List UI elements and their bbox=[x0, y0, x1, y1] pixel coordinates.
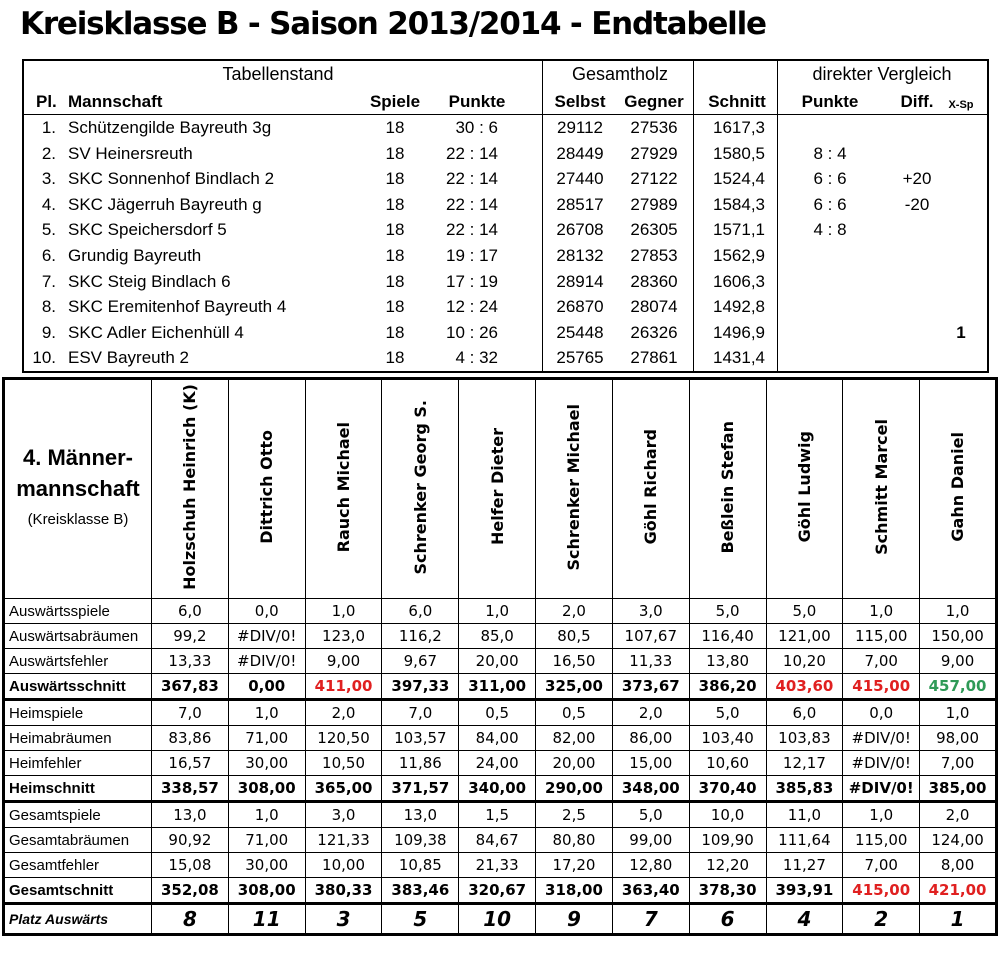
stat-cell: 13,0 bbox=[152, 802, 229, 828]
stat-cell: 6,0 bbox=[766, 700, 843, 726]
stat-cell: 121,00 bbox=[766, 624, 843, 649]
cell-schnitt: 1492,8 bbox=[713, 297, 765, 317]
stat-cell: 1,0 bbox=[459, 599, 536, 624]
row-label: Auswärtsfehler bbox=[4, 649, 152, 674]
stat-cell: 383,46 bbox=[382, 878, 459, 904]
col-spiele: Spiele bbox=[369, 92, 421, 111]
team-subtitle: (Kreisklasse B) bbox=[27, 511, 129, 528]
cell-team: ESV Bayreuth 2 bbox=[68, 348, 189, 368]
stat-cell: 3,0 bbox=[612, 599, 689, 624]
cell-dv-punkte: 8 : 4 bbox=[813, 143, 847, 163]
cell-gegner: 27536 bbox=[630, 118, 678, 137]
cell-pl: 10. bbox=[32, 348, 56, 368]
player-name: Gahn Daniel bbox=[948, 432, 968, 542]
stat-cell: 0,00 bbox=[228, 674, 305, 700]
cell-gegner: 26305 bbox=[630, 220, 678, 240]
row-label: Auswärtsabräumen bbox=[4, 624, 152, 649]
cell-gegner: 27861 bbox=[630, 348, 678, 368]
stat-cell: 13,33 bbox=[152, 649, 229, 674]
cell-team: Schützengilde Bayreuth 3g bbox=[68, 118, 272, 137]
stat-cell: 1,0 bbox=[920, 700, 997, 726]
cell-selbst: 28449 bbox=[556, 143, 604, 163]
cell-gegner: 27122 bbox=[630, 169, 678, 189]
player-name: Dittrich Otto bbox=[257, 430, 277, 544]
stat-cell: 2,0 bbox=[305, 700, 382, 726]
stat-cell: 9,00 bbox=[920, 649, 997, 674]
cell-spiele: 18 bbox=[385, 169, 405, 189]
stat-cell: 20,00 bbox=[536, 751, 613, 776]
cell-spiele: 18 bbox=[385, 118, 405, 137]
stat-cell: 10,50 bbox=[305, 751, 382, 776]
standings-table bbox=[22, 59, 989, 373]
player-name: Beßlein Stefan bbox=[718, 420, 738, 554]
stat-cell: 10,20 bbox=[766, 649, 843, 674]
cell-gegner: 27989 bbox=[630, 194, 678, 214]
place-cell: 3 bbox=[305, 904, 382, 935]
player-header bbox=[382, 379, 459, 599]
cell-punkte: 22 : 14 bbox=[446, 220, 498, 240]
row-label: Heimschnitt bbox=[4, 776, 152, 802]
stat-cell: 457,00 bbox=[920, 674, 997, 700]
stat-cell: 82,00 bbox=[536, 726, 613, 751]
player-name: Rauch Michael bbox=[334, 421, 354, 553]
stat-cell: 11,33 bbox=[612, 649, 689, 674]
table-row bbox=[4, 599, 997, 624]
stat-cell: 24,00 bbox=[459, 751, 536, 776]
stat-cell: 71,00 bbox=[228, 726, 305, 751]
stat-cell: 9,67 bbox=[382, 649, 459, 674]
stat-cell: 1,0 bbox=[843, 599, 920, 624]
stat-cell: 367,83 bbox=[152, 674, 229, 700]
stat-cell: 318,00 bbox=[536, 878, 613, 904]
stat-cell: 84,67 bbox=[459, 828, 536, 853]
player-header-row bbox=[4, 379, 997, 599]
stat-cell: 109,38 bbox=[382, 828, 459, 853]
player-header bbox=[612, 379, 689, 599]
cell-schnitt: 1606,3 bbox=[713, 271, 765, 291]
cell-team: SKC Steig Bindlach 6 bbox=[68, 271, 231, 291]
stat-cell: 12,17 bbox=[766, 751, 843, 776]
stat-cell: 0,0 bbox=[843, 700, 920, 726]
table-row bbox=[4, 751, 997, 776]
stat-cell: 13,0 bbox=[382, 802, 459, 828]
cell-punkte: 22 : 14 bbox=[446, 194, 498, 214]
player-header bbox=[228, 379, 305, 599]
stat-cell: 121,33 bbox=[305, 828, 382, 853]
place-cell: 5 bbox=[382, 904, 459, 935]
stat-cell: 8,00 bbox=[920, 853, 997, 878]
stat-cell: 83,86 bbox=[152, 726, 229, 751]
cell-team: SKC Adler Eichenhüll 4 bbox=[68, 322, 244, 342]
stat-cell: 7,00 bbox=[843, 649, 920, 674]
cell-selbst: 25765 bbox=[556, 348, 604, 368]
stat-cell: 338,57 bbox=[152, 776, 229, 802]
stat-cell: #DIV/0! bbox=[843, 776, 920, 802]
stat-cell: 1,0 bbox=[920, 599, 997, 624]
table-row bbox=[4, 828, 997, 853]
player-stats-table bbox=[2, 377, 998, 936]
place-cell: 10 bbox=[459, 904, 536, 935]
stat-cell: 415,00 bbox=[843, 878, 920, 904]
place-cell: 7 bbox=[612, 904, 689, 935]
cell-pl: 1. bbox=[41, 118, 56, 137]
cell-spiele: 18 bbox=[385, 322, 405, 342]
stat-cell: 11,0 bbox=[766, 802, 843, 828]
stat-cell: 16,57 bbox=[152, 751, 229, 776]
stat-cell: 308,00 bbox=[228, 776, 305, 802]
place-cell: 11 bbox=[228, 904, 305, 935]
team-title-cell bbox=[4, 379, 152, 599]
stat-cell: 363,40 bbox=[612, 878, 689, 904]
stat-cell: 6,0 bbox=[152, 599, 229, 624]
divider bbox=[542, 61, 543, 371]
stat-cell: 6,0 bbox=[382, 599, 459, 624]
cell-spiele: 18 bbox=[385, 297, 405, 317]
cell-pl: 5. bbox=[41, 220, 56, 240]
row-label: Auswärtsschnitt bbox=[4, 674, 152, 700]
stat-cell: 84,00 bbox=[459, 726, 536, 751]
group-tabellenstand: Tabellenstand bbox=[222, 64, 334, 84]
stat-cell: 11,27 bbox=[766, 853, 843, 878]
cell-dv-punkte: 6 : 6 bbox=[813, 169, 847, 189]
place-cell: 2 bbox=[843, 904, 920, 935]
cell-dv-punkte: 6 : 6 bbox=[813, 194, 847, 214]
table-row bbox=[4, 853, 997, 878]
stat-cell: 80,80 bbox=[536, 828, 613, 853]
stat-cell: 290,00 bbox=[536, 776, 613, 802]
cell-spiele: 18 bbox=[385, 348, 405, 368]
player-name: Schmitt Marcel bbox=[871, 419, 891, 555]
cell-selbst: 28517 bbox=[556, 194, 604, 214]
player-header bbox=[305, 379, 382, 599]
cell-spiele: 18 bbox=[385, 271, 405, 291]
stat-cell: 7,0 bbox=[382, 700, 459, 726]
col-schnitt: Schnitt bbox=[708, 92, 766, 111]
stat-cell: 385,00 bbox=[920, 776, 997, 802]
cell-punkte: 19 : 17 bbox=[446, 246, 498, 265]
stat-cell: 7,00 bbox=[843, 853, 920, 878]
place-cell: 6 bbox=[689, 904, 766, 935]
col-mannschaft: Mannschaft bbox=[68, 92, 163, 111]
cell-schnitt: 1584,3 bbox=[713, 194, 765, 214]
stat-cell: 99,00 bbox=[612, 828, 689, 853]
cell-punkte: 12 : 24 bbox=[446, 297, 498, 317]
stat-cell: 115,00 bbox=[843, 624, 920, 649]
group-direkter-vergleich: direkter Vergleich bbox=[812, 64, 952, 84]
stat-cell: 10,00 bbox=[305, 853, 382, 878]
stat-cell: 2,0 bbox=[920, 802, 997, 828]
cell-punkte: 10 : 26 bbox=[446, 322, 498, 342]
stat-cell: #DIV/0! bbox=[228, 624, 305, 649]
stat-cell: 17,20 bbox=[536, 853, 613, 878]
stat-cell: 90,92 bbox=[152, 828, 229, 853]
player-header bbox=[536, 379, 613, 599]
cell-gegner: 28360 bbox=[630, 271, 678, 291]
stat-cell: 85,0 bbox=[459, 624, 536, 649]
cell-schnitt: 1496,9 bbox=[713, 322, 765, 342]
col-xsp: X-Sp bbox=[948, 99, 974, 111]
stat-cell: 415,00 bbox=[843, 674, 920, 700]
table-row bbox=[4, 649, 997, 674]
cell-spiele: 18 bbox=[385, 246, 405, 265]
cell-punkte: 22 : 14 bbox=[446, 169, 498, 189]
cell-selbst: 26708 bbox=[556, 220, 604, 240]
player-header bbox=[689, 379, 766, 599]
stat-cell: 20,00 bbox=[459, 649, 536, 674]
stat-cell: 385,83 bbox=[766, 776, 843, 802]
place-cell: 8 bbox=[152, 904, 229, 935]
place-row bbox=[4, 904, 997, 935]
stat-cell: 421,00 bbox=[920, 878, 997, 904]
stat-cell: 107,67 bbox=[612, 624, 689, 649]
stat-cell: 325,00 bbox=[536, 674, 613, 700]
stat-cell: 3,0 bbox=[305, 802, 382, 828]
cell-selbst: 28914 bbox=[556, 271, 604, 291]
cell-spiele: 18 bbox=[385, 143, 405, 163]
stat-cell: 5,0 bbox=[612, 802, 689, 828]
player-name: Göhl Richard bbox=[641, 429, 661, 545]
stat-cell: 10,0 bbox=[689, 802, 766, 828]
stat-cell: 320,67 bbox=[459, 878, 536, 904]
stat-cell: 311,00 bbox=[459, 674, 536, 700]
col-selbst: Selbst bbox=[554, 92, 606, 111]
stat-cell: #DIV/0! bbox=[843, 726, 920, 751]
stat-cell: 109,90 bbox=[689, 828, 766, 853]
stat-cell: 1,0 bbox=[843, 802, 920, 828]
stat-cell: 5,0 bbox=[766, 599, 843, 624]
stat-cell: 103,83 bbox=[766, 726, 843, 751]
stat-cell: 378,30 bbox=[689, 878, 766, 904]
stat-cell: 2,0 bbox=[536, 599, 613, 624]
table-row bbox=[4, 776, 997, 802]
cell-punkte: 17 : 19 bbox=[446, 271, 498, 291]
stat-cell: 1,5 bbox=[459, 802, 536, 828]
row-label: Gesamtspiele bbox=[4, 802, 152, 828]
stat-cell: 1,0 bbox=[228, 802, 305, 828]
player-name: Helfer Dieter bbox=[487, 428, 507, 546]
divider bbox=[693, 61, 694, 371]
stat-cell: 352,08 bbox=[152, 878, 229, 904]
stat-cell: 370,40 bbox=[689, 776, 766, 802]
stat-cell: 7,00 bbox=[920, 751, 997, 776]
stat-cell: 123,0 bbox=[305, 624, 382, 649]
stat-cell: 71,00 bbox=[228, 828, 305, 853]
player-header bbox=[920, 379, 997, 599]
stat-cell: 340,00 bbox=[459, 776, 536, 802]
cell-team: SV Heinersreuth bbox=[68, 143, 193, 163]
col-dv-punkte: Punkte bbox=[801, 92, 859, 111]
cell-selbst: 27440 bbox=[556, 169, 604, 189]
stat-cell: #DIV/0! bbox=[843, 751, 920, 776]
stat-cell: 0,5 bbox=[459, 700, 536, 726]
cell-spiele: 18 bbox=[385, 220, 405, 240]
cell-dv-punkte: 4 : 8 bbox=[813, 220, 847, 240]
cell-team: Grundig Bayreuth bbox=[68, 246, 202, 265]
row-label: Gesamtfehler bbox=[4, 853, 152, 878]
stat-cell: 365,00 bbox=[305, 776, 382, 802]
row-label: Auswärtsspiele bbox=[4, 599, 152, 624]
cell-team: SKC Speichersdorf 5 bbox=[68, 220, 227, 240]
table-row bbox=[4, 700, 997, 726]
stat-cell: 16,50 bbox=[536, 649, 613, 674]
cell-punkte: 4 : 32 bbox=[455, 348, 498, 368]
stat-cell: 98,00 bbox=[920, 726, 997, 751]
cell-xsp: 1 bbox=[956, 322, 966, 342]
cell-pl: 8. bbox=[41, 297, 56, 317]
table-row bbox=[4, 878, 997, 904]
cell-punkte: 30 : 6 bbox=[455, 118, 498, 137]
cell-schnitt: 1571,1 bbox=[713, 220, 765, 240]
cell-pl: 2. bbox=[41, 143, 56, 163]
col-pl: Pl. bbox=[36, 92, 57, 111]
stat-cell: 86,00 bbox=[612, 726, 689, 751]
stat-cell: 11,86 bbox=[382, 751, 459, 776]
player-header bbox=[843, 379, 920, 599]
stat-cell: 5,0 bbox=[689, 599, 766, 624]
stat-cell: 116,40 bbox=[689, 624, 766, 649]
cell-gegner: 27929 bbox=[630, 143, 678, 163]
cell-diff: -20 bbox=[904, 194, 930, 214]
cell-selbst: 28132 bbox=[556, 246, 604, 265]
cell-gegner: 28074 bbox=[630, 297, 678, 317]
cell-pl: 7. bbox=[41, 271, 56, 291]
place-cell: 9 bbox=[536, 904, 613, 935]
stat-cell: 348,00 bbox=[612, 776, 689, 802]
stat-cell: 13,80 bbox=[689, 649, 766, 674]
stat-cell: 411,00 bbox=[305, 674, 382, 700]
stat-cell: 115,00 bbox=[843, 828, 920, 853]
cell-team: SKC Sonnenhof Bindlach 2 bbox=[68, 169, 275, 189]
divider bbox=[24, 114, 987, 115]
col-gegner: Gegner bbox=[624, 92, 684, 111]
cell-schnitt: 1562,9 bbox=[713, 246, 765, 265]
stat-cell: 15,08 bbox=[152, 853, 229, 878]
stat-cell: 380,33 bbox=[305, 878, 382, 904]
cell-punkte: 22 : 14 bbox=[446, 143, 498, 163]
table-row bbox=[4, 726, 997, 751]
stat-cell: 124,00 bbox=[920, 828, 997, 853]
row-label: Gesamtschnitt bbox=[4, 878, 152, 904]
stat-cell: 150,00 bbox=[920, 624, 997, 649]
col-punkte: Punkte bbox=[448, 92, 506, 111]
stat-cell: 5,0 bbox=[689, 700, 766, 726]
stat-cell: 373,67 bbox=[612, 674, 689, 700]
stat-cell: 99,2 bbox=[152, 624, 229, 649]
cell-pl: 6. bbox=[41, 246, 56, 265]
stat-cell: 2,0 bbox=[612, 700, 689, 726]
cell-schnitt: 1617,3 bbox=[713, 118, 765, 137]
place-cell: 1 bbox=[920, 904, 997, 935]
stat-cell: 12,80 bbox=[612, 853, 689, 878]
cell-pl: 4. bbox=[41, 194, 56, 214]
team-title: 4. Männer-mannschaft bbox=[16, 445, 140, 501]
cell-schnitt: 1524,4 bbox=[713, 169, 765, 189]
cell-selbst: 29112 bbox=[556, 118, 604, 137]
cell-gegner: 26326 bbox=[630, 322, 678, 342]
row-label: Platz Auswärts bbox=[4, 904, 152, 935]
cell-selbst: 25448 bbox=[556, 322, 604, 342]
player-name: Schrenker Georg S. bbox=[410, 399, 430, 575]
cell-diff: +20 bbox=[902, 169, 932, 189]
stat-cell: 0,0 bbox=[228, 599, 305, 624]
cell-spiele: 18 bbox=[385, 194, 405, 214]
stat-cell: 1,0 bbox=[305, 599, 382, 624]
row-label: Heimspiele bbox=[4, 700, 152, 726]
cell-pl: 3. bbox=[41, 169, 56, 189]
group-gesamtholz: Gesamtholz bbox=[571, 64, 669, 84]
player-name: Schrenker Michael bbox=[564, 403, 584, 571]
stat-cell: 120,50 bbox=[305, 726, 382, 751]
stat-cell: 0,5 bbox=[536, 700, 613, 726]
divider bbox=[777, 61, 778, 371]
cell-pl: 9. bbox=[41, 322, 56, 342]
row-label: Gesamtabräumen bbox=[4, 828, 152, 853]
stat-cell: 386,20 bbox=[689, 674, 766, 700]
player-header bbox=[766, 379, 843, 599]
cell-schnitt: 1580,5 bbox=[713, 143, 765, 163]
stat-cell: 2,5 bbox=[536, 802, 613, 828]
stat-cell: 7,0 bbox=[152, 700, 229, 726]
cell-gegner: 27853 bbox=[630, 246, 678, 265]
stat-cell: 371,57 bbox=[382, 776, 459, 802]
stat-cell: 111,64 bbox=[766, 828, 843, 853]
stat-cell: 21,33 bbox=[459, 853, 536, 878]
table-row bbox=[4, 802, 997, 828]
stat-cell: 116,2 bbox=[382, 624, 459, 649]
stat-cell: 80,5 bbox=[536, 624, 613, 649]
player-header bbox=[459, 379, 536, 599]
stat-cell: 403,60 bbox=[766, 674, 843, 700]
place-cell: 4 bbox=[766, 904, 843, 935]
player-name: Holzschuh Heinrich (K) bbox=[180, 384, 200, 590]
row-label: Heimabräumen bbox=[4, 726, 152, 751]
stat-cell: 308,00 bbox=[228, 878, 305, 904]
stat-cell: 103,40 bbox=[689, 726, 766, 751]
table-row bbox=[4, 624, 997, 649]
stat-cell: 1,0 bbox=[228, 700, 305, 726]
stat-cell: 30,00 bbox=[228, 751, 305, 776]
stat-cell: 397,33 bbox=[382, 674, 459, 700]
cell-schnitt: 1431,4 bbox=[713, 348, 765, 368]
stat-cell: 12,20 bbox=[689, 853, 766, 878]
cell-team: SKC Jägerruh Bayreuth g bbox=[68, 194, 262, 214]
page-title: Kreisklasse B - Saison 2013/2014 - Endtabelle bbox=[20, 6, 766, 42]
player-name: Göhl Ludwig bbox=[794, 431, 814, 543]
cell-team: SKC Eremitenhof Bayreuth 4 bbox=[68, 297, 287, 317]
stat-cell: 393,91 bbox=[766, 878, 843, 904]
stat-cell: 9,00 bbox=[305, 649, 382, 674]
row-label: Heimfehler bbox=[4, 751, 152, 776]
stat-cell: #DIV/0! bbox=[228, 649, 305, 674]
cell-selbst: 26870 bbox=[556, 297, 604, 317]
stat-cell: 10,60 bbox=[689, 751, 766, 776]
stat-cell: 10,85 bbox=[382, 853, 459, 878]
stat-cell: 30,00 bbox=[228, 853, 305, 878]
stat-cell: 15,00 bbox=[612, 751, 689, 776]
player-header bbox=[152, 379, 229, 599]
table-row bbox=[4, 674, 997, 700]
col-diff: Diff. bbox=[900, 92, 934, 111]
stat-cell: 103,57 bbox=[382, 726, 459, 751]
